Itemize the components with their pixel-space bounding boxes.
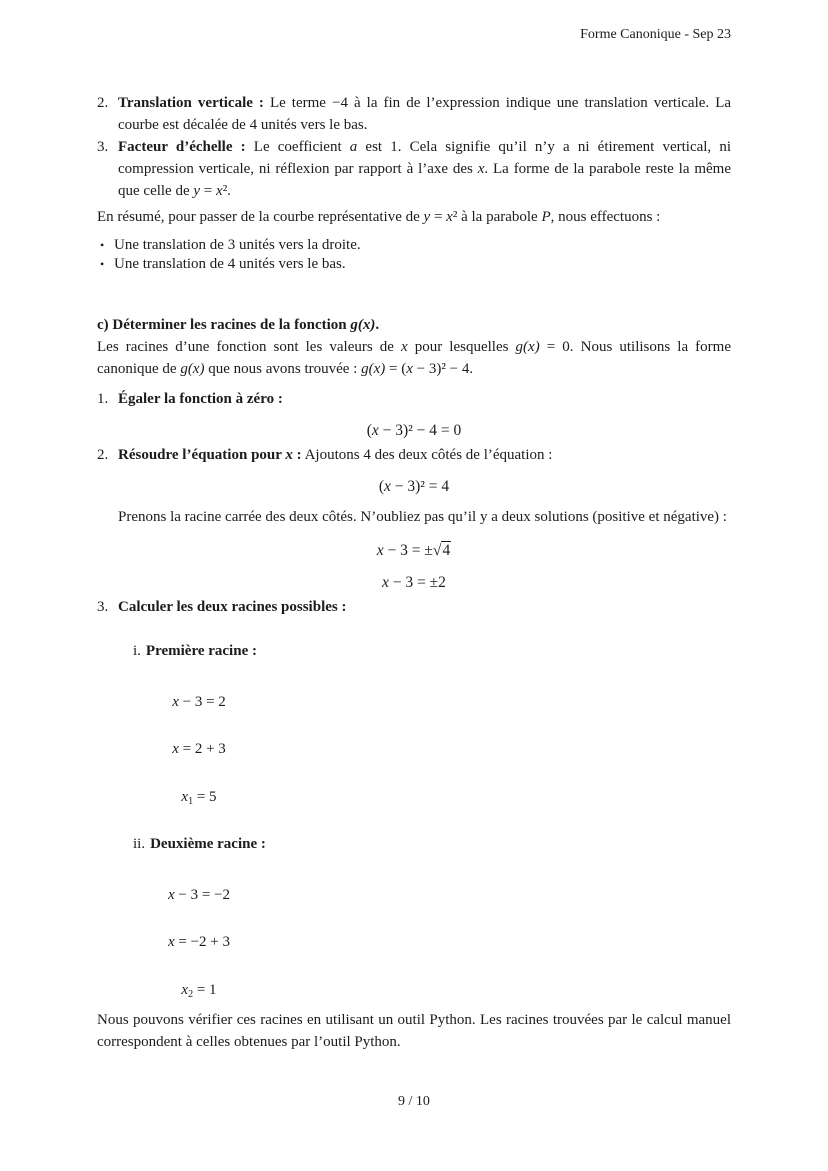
text-run: = (	[385, 361, 407, 377]
text-run: Les racines d’une fonction sont les valeurs de	[97, 339, 401, 355]
root-title: Deuxième racine :	[150, 836, 266, 852]
text-run: , nous effectuons :	[550, 209, 661, 225]
math-run: − 3)² = 4	[390, 478, 450, 495]
list-item-text	[118, 388, 731, 410]
list-item-text	[118, 444, 731, 466]
math-run: x	[172, 741, 179, 757]
math-run: (	[378, 478, 384, 495]
equation-isolated-square	[97, 476, 731, 498]
text-run: que nous avons trouvée :	[204, 361, 362, 377]
equation-line	[133, 691, 265, 713]
text-run: est 1. Cela signifie qu’il n’y a ni étirement vertical, ni compression verticale, ni réflexion par rapport à l’axe des	[118, 139, 731, 177]
math-run: g(x)	[515, 339, 540, 355]
step-resoudre-equation	[97, 444, 731, 466]
document-title: Forme Canonique - Sep 23	[580, 27, 731, 42]
list-item	[97, 255, 731, 274]
section-intro-paragraph	[97, 336, 731, 380]
text-run: = 0. Nous utilisons la forme canonique de	[97, 339, 731, 377]
math-run: − 3)² − 4 = 0	[378, 422, 462, 439]
list-item-number: 2.	[97, 95, 109, 111]
list-item-number: 1.	[97, 391, 109, 407]
math-run: g(x)	[180, 361, 205, 377]
math-subscript: 1	[188, 796, 194, 807]
root-heading	[133, 640, 731, 662]
math-run: x	[376, 542, 384, 559]
list-item-text	[118, 136, 731, 202]
equation-square-root	[97, 540, 731, 562]
text-run: Le coefficient	[245, 139, 350, 155]
closing-paragraph: Nous pouvons vérifier ces racines en utilisant un outil Python. Les racines trouvées par le calcul manuel correspondent à celles obtenues par l’outil Python.	[97, 1012, 731, 1050]
text-run: à la fin de l’expression indique une translation verticale. La courbe est décalée de 4 unités vers le bas.	[118, 95, 732, 133]
bullet-icon: •	[100, 238, 105, 252]
equation-line	[133, 931, 265, 953]
math-run: = 5	[193, 789, 217, 805]
text-run: Le terme	[263, 95, 332, 111]
root-heading	[133, 833, 731, 855]
summary-paragraph	[97, 206, 731, 228]
math-run: y	[193, 183, 201, 199]
list-item-translation-verticale	[97, 92, 731, 136]
text-run: ².	[222, 183, 231, 199]
math-run: x	[285, 447, 293, 463]
list-item-number: 3.	[97, 139, 109, 155]
math-run: (	[366, 422, 372, 439]
step-label: :	[292, 447, 302, 463]
math-run: x	[401, 339, 408, 355]
text-run: − 3)² − 4.	[412, 361, 474, 377]
section-heading	[97, 314, 731, 336]
math-run: a	[349, 139, 358, 155]
root-label: i.	[133, 643, 141, 659]
math-run: = 1	[193, 982, 217, 998]
first-root-block	[133, 640, 731, 808]
text-run: =	[430, 209, 447, 225]
root-title: Première racine :	[145, 643, 257, 659]
text-run: =	[200, 183, 217, 199]
text-run: ² à la parabole	[452, 209, 542, 225]
math-run: g(x)	[350, 317, 376, 333]
math-run: P	[541, 209, 551, 225]
square-root-note-paragraph: Prenons la racine carrée des deux côtés. N’oubliez pas qu’il y a deux solutions (positive et négative) :	[118, 509, 727, 525]
math-run: − 3 = ±√	[383, 542, 442, 559]
bullet-text: Une translation de 4 unités vers le bas.	[114, 256, 346, 272]
math-run: x	[167, 887, 175, 903]
math-run: x	[477, 161, 485, 177]
bullet-text: Une translation de 3 unités vers la droite.	[114, 237, 361, 253]
math-run: x	[406, 361, 413, 377]
page-number: 9 / 10	[398, 1094, 430, 1109]
math-run: = 2 + 3	[178, 741, 226, 757]
math-run: x	[172, 694, 179, 710]
text-run: . La forme de la parabole reste la même que celle de	[118, 161, 732, 199]
equation-plus-minus-two	[97, 572, 731, 594]
second-root-block	[133, 833, 731, 1001]
math-run: y	[423, 209, 431, 225]
text-run: En résumé, pour passer de la courbe représentative de	[97, 209, 424, 225]
math-run: x	[167, 934, 175, 950]
term-label: Facteur d’échelle :	[118, 139, 246, 155]
heading-text: c) Déterminer les racines de la fonction	[97, 317, 351, 333]
math-run: = −2 + 3	[174, 934, 231, 950]
radicand: 4	[442, 542, 451, 559]
root-equations	[133, 884, 265, 1001]
math-run: x	[382, 574, 389, 591]
list-item-number: 3.	[97, 599, 109, 615]
math-run: x	[446, 209, 453, 225]
equation-line	[133, 738, 265, 760]
page-footer	[0, 1094, 828, 1110]
math-run: x	[216, 183, 223, 199]
math-run: − 3 = 2	[178, 694, 226, 710]
math-run: − 3 = ±2	[388, 574, 446, 591]
root-label: ii.	[133, 836, 146, 852]
text-run: Ajoutons 4 des deux côtés de l’équation :	[301, 447, 553, 463]
equation-set-zero	[97, 420, 731, 442]
summary-bullet-list	[97, 236, 731, 274]
step-label: Égaler la fonction à zéro :	[118, 391, 283, 407]
math-run: x	[181, 982, 189, 998]
step-label: Résoudre l’équation pour	[118, 447, 286, 463]
equation-line	[133, 786, 265, 808]
step-egaler-zero	[97, 388, 731, 410]
math-run: −4	[331, 95, 348, 111]
math-run: g(x)	[361, 361, 386, 377]
text-run: pour lesquelles	[407, 339, 516, 355]
list-item-text	[118, 92, 731, 136]
math-run: x	[371, 422, 379, 439]
list-item-number: 2.	[97, 447, 109, 463]
list-item-text	[118, 596, 731, 618]
page-content	[97, 0, 731, 1053]
list-item	[97, 236, 731, 255]
math-subscript: 2	[188, 989, 194, 1000]
math-run: x	[181, 789, 189, 805]
step-label: Calculer les deux racines possibles :	[118, 599, 347, 615]
heading-text: .	[375, 317, 380, 333]
equation-line	[133, 979, 265, 1001]
list-item-facteur-echelle	[97, 136, 731, 202]
math-run: − 3 = −2	[174, 887, 231, 903]
term-label: Translation verticale :	[118, 95, 264, 111]
step-calculer-racines	[97, 596, 731, 618]
root-equations	[133, 691, 265, 808]
equation-line	[133, 884, 265, 906]
bullet-icon: •	[100, 257, 105, 271]
math-run: x	[383, 478, 391, 495]
